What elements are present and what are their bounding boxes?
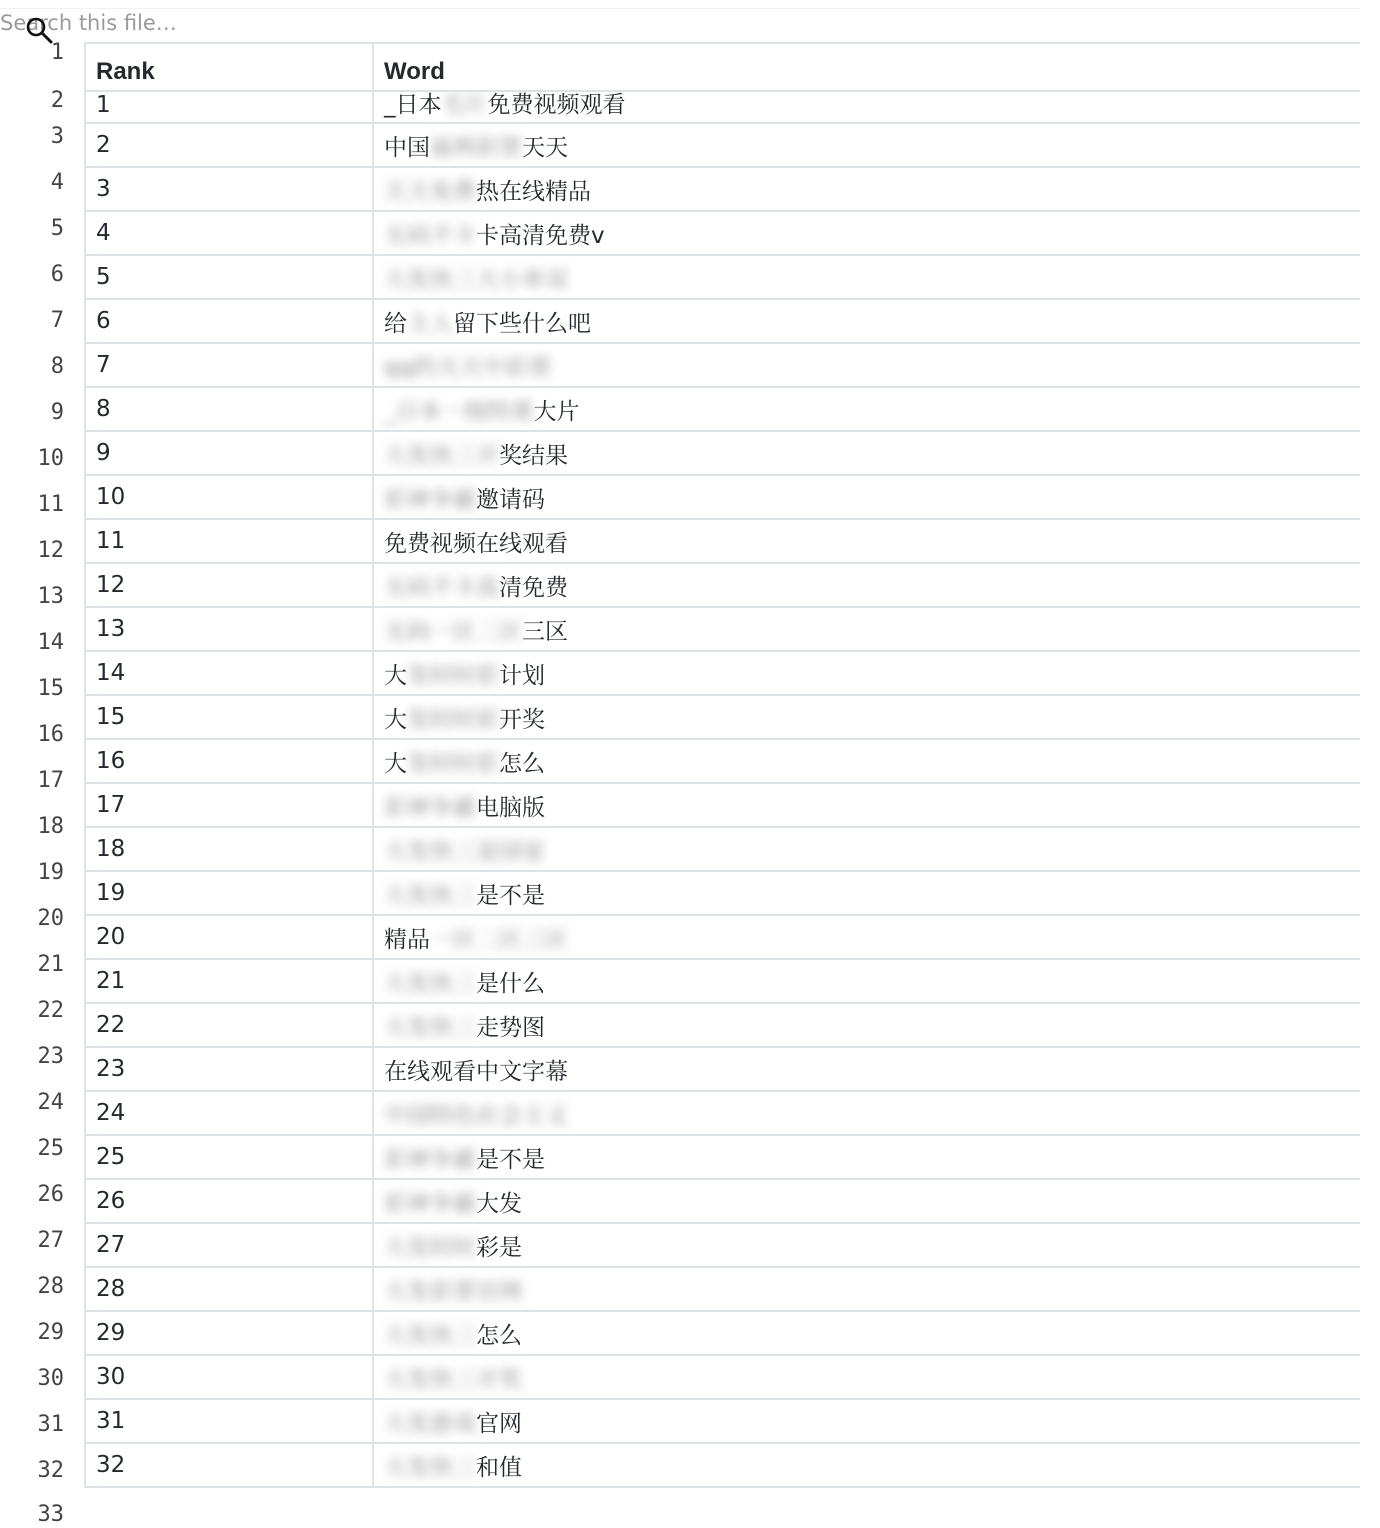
word-cell	[373, 211, 1360, 255]
word-cell	[373, 695, 1360, 739]
word-pre-text: 大	[384, 750, 407, 777]
word-pre-text: 精品	[384, 926, 430, 953]
column-header-word[interactable]: Word	[373, 43, 1360, 91]
word-blur-text: 大发快三	[384, 1454, 476, 1481]
word-cell	[373, 343, 1360, 387]
word-cell	[373, 1223, 1360, 1267]
rank-cell: 8	[85, 387, 373, 431]
line-number[interactable]: 2	[50, 88, 64, 113]
word-post-text: 和值	[476, 1454, 522, 1481]
line-number[interactable]: 32	[37, 1458, 64, 1483]
line-number[interactable]: 8	[50, 354, 64, 379]
rank-cell: 23	[85, 1047, 373, 1091]
table-row	[85, 739, 1360, 783]
word-post-text: 是不是	[476, 882, 545, 909]
table-row	[85, 1267, 1360, 1311]
word-blur-text: 无码不卡	[384, 222, 476, 249]
table-row	[85, 1311, 1360, 1355]
line-number[interactable]: 5	[50, 216, 64, 241]
search-input[interactable]	[0, 11, 600, 35]
rank-cell: 6	[85, 299, 373, 343]
word-cell	[373, 1047, 1360, 1091]
rank-cell: 18	[85, 827, 373, 871]
word-post-text: 开奖	[499, 706, 545, 733]
word-blur-text: 大发快三	[384, 882, 476, 909]
word-post-text: 怎么	[499, 750, 545, 777]
word-post-text: 走势图	[476, 1014, 545, 1041]
word-post-text: 彩是	[476, 1234, 522, 1261]
rank-cell: 3	[85, 167, 373, 211]
rank-cell: 17	[85, 783, 373, 827]
rank-cell: 10	[85, 475, 373, 519]
word-post-text: 留下些什么吧	[453, 310, 591, 337]
word-cell	[373, 1135, 1360, 1179]
word-cell	[373, 739, 1360, 783]
word-post-text: 大片	[533, 398, 580, 425]
table-row	[85, 211, 1360, 255]
word-cell	[373, 1003, 1360, 1047]
rank-cell: 13	[85, 607, 373, 651]
word-pre-text: 大	[384, 662, 407, 689]
word-blur-text: 彩神争霸	[384, 486, 476, 513]
table-row	[85, 959, 1360, 1003]
word-cell	[373, 1355, 1360, 1399]
word-pre-text: 大	[384, 706, 407, 733]
line-number[interactable]: 14	[37, 630, 64, 655]
word-blur-text: _日本一级特黄	[384, 398, 534, 425]
word-blur-text: 大发游戏	[384, 1410, 476, 1437]
word-blur-text: qq的天天中彩票	[384, 354, 552, 381]
word-cell	[373, 431, 1360, 475]
table-row	[85, 1135, 1360, 1179]
rank-cell: 16	[85, 739, 373, 783]
word-blur-text: 福利彩票	[430, 134, 522, 161]
word-blur-text: 天天免费	[384, 178, 476, 205]
word-post-text: 是不是	[476, 1146, 545, 1173]
table-row	[85, 431, 1360, 475]
word-blur-text: 中国特色社会主义	[384, 1102, 568, 1129]
line-number[interactable]: 33	[37, 1502, 64, 1527]
table-row	[85, 563, 1360, 607]
word-pre-text: _日本	[384, 92, 442, 118]
table-row	[85, 607, 1360, 651]
word-blur-text: 大发快三	[384, 1322, 476, 1349]
table-row	[85, 1443, 1360, 1487]
csv-table	[84, 42, 1360, 1488]
line-number[interactable]: 27	[37, 1228, 64, 1253]
word-blur-text: 主人	[407, 310, 453, 337]
word-blur-text: 大发时时	[384, 1234, 476, 1261]
word-blur-text: 无码不卡高	[384, 574, 499, 601]
line-number[interactable]: 20	[37, 906, 64, 931]
word-blur-text: 一区二区三区	[430, 926, 568, 953]
table-row	[85, 123, 1360, 167]
word-pre-text: 给	[384, 310, 407, 337]
line-number[interactable]: 30	[37, 1366, 64, 1391]
line-number[interactable]: 22	[37, 998, 64, 1023]
line-number[interactable]: 25	[37, 1136, 64, 1161]
line-number[interactable]: 26	[37, 1182, 64, 1207]
line-number[interactable]: 28	[37, 1274, 64, 1299]
word-post-text: 计划	[499, 662, 545, 689]
rank-cell: 1	[85, 91, 373, 123]
word-blur-text: 大发快三开	[384, 442, 499, 469]
word-blur-text: 大发快三开奖	[384, 1366, 522, 1393]
table-row	[85, 1355, 1360, 1399]
word-cell	[373, 827, 1360, 871]
word-pre-text: 中国	[384, 134, 430, 161]
word-post-text: 免费视频观看	[487, 92, 626, 118]
rank-cell: 21	[85, 959, 373, 1003]
rank-cell: 11	[85, 519, 373, 563]
line-number[interactable]: 18	[37, 814, 64, 839]
rank-cell: 19	[85, 871, 373, 915]
line-number[interactable]: 12	[37, 538, 64, 563]
line-number[interactable]: 4	[50, 170, 64, 195]
rank-cell: 5	[85, 255, 373, 299]
word-blur-text: 彩神争霸	[384, 1146, 476, 1173]
rank-cell: 32	[85, 1443, 373, 1487]
word-post-text: 是什么	[476, 970, 545, 997]
word-blur-text: 大发快三大小单双	[384, 266, 568, 293]
word-blur-text: 发时时彩	[407, 750, 499, 777]
word-post-text: 电脑版	[476, 794, 545, 821]
word-blur-text: 大发快三是国家	[384, 838, 545, 865]
word-blur-text: 大发快三	[384, 1014, 476, 1041]
word-post-text: 天天	[522, 134, 568, 161]
word-cell	[373, 783, 1360, 827]
word-cell	[373, 255, 1360, 299]
word-blur-text: 彩神争霸	[384, 794, 476, 821]
line-number[interactable]: 3	[50, 124, 64, 149]
line-number[interactable]: 19	[37, 860, 64, 885]
table-row	[85, 167, 1360, 211]
rank-cell: 25	[85, 1135, 373, 1179]
line-number[interactable]: 11	[37, 492, 64, 517]
table-row	[85, 695, 1360, 739]
rank-cell: 28	[85, 1267, 373, 1311]
rank-cell: 31	[85, 1399, 373, 1443]
word-post-text: 怎么	[476, 1322, 522, 1349]
word-post-text: 卡高清免费v	[476, 222, 605, 249]
word-cell	[373, 1443, 1360, 1487]
word-cell	[373, 519, 1360, 563]
word-pre-text: 在线观看中文字幕	[384, 1058, 568, 1085]
rank-cell: 24	[85, 1091, 373, 1135]
line-number[interactable]: 23	[37, 1044, 64, 1069]
word-cell	[373, 1091, 1360, 1135]
line-number[interactable]: 6	[50, 262, 64, 287]
word-blur-text: 彩神争霸	[384, 1190, 476, 1217]
word-post-text: 清免费	[499, 574, 568, 601]
word-post-text: 三区	[522, 618, 568, 645]
word-cell	[373, 123, 1360, 167]
table-row	[85, 299, 1360, 343]
word-post-text: 大发	[476, 1190, 522, 1217]
word-blur-text: 毛片	[441, 92, 488, 118]
rank-cell: 7	[85, 343, 373, 387]
table-row	[85, 91, 1360, 123]
table-row	[85, 475, 1360, 519]
rank-cell: 9	[85, 431, 373, 475]
rank-cell: 4	[85, 211, 373, 255]
column-header-rank[interactable]: Rank	[85, 43, 373, 91]
word-post-text: 奖结果	[499, 442, 568, 469]
word-cell	[373, 299, 1360, 343]
word-cell	[373, 915, 1360, 959]
word-blur-text: 大发彩票官网	[384, 1278, 522, 1305]
table-row	[85, 343, 1360, 387]
word-post-text: 热在线精品	[476, 178, 591, 205]
rank-cell: 22	[85, 1003, 373, 1047]
word-blur-text: 发时时彩	[407, 706, 499, 733]
rank-cell: 14	[85, 651, 373, 695]
word-cell	[373, 91, 1360, 123]
rank-cell: 15	[85, 695, 373, 739]
table-row	[85, 519, 1360, 563]
rank-cell: 29	[85, 1311, 373, 1355]
rank-cell: 2	[85, 123, 373, 167]
rank-cell: 30	[85, 1355, 373, 1399]
search-bar	[0, 8, 1360, 37]
word-cell	[373, 387, 1360, 431]
table-row	[85, 387, 1360, 431]
rank-cell: 26	[85, 1179, 373, 1223]
word-cell	[373, 167, 1360, 211]
line-number[interactable]: 21	[37, 952, 64, 977]
word-cell	[373, 651, 1360, 695]
rank-cell: 27	[85, 1223, 373, 1267]
line-number[interactable]: 15	[37, 676, 64, 701]
word-post-text: 官网	[476, 1410, 522, 1437]
table-row	[85, 1399, 1360, 1443]
table-row	[85, 1179, 1360, 1223]
word-blur-text: 无码一区二区	[384, 618, 522, 645]
table-row	[85, 255, 1360, 299]
line-number[interactable]: 16	[37, 722, 64, 747]
line-number[interactable]: 17	[37, 768, 64, 793]
word-blur-text: 发时时彩	[407, 662, 499, 689]
line-number[interactable]: 29	[37, 1320, 64, 1345]
word-pre-text: 免费视频在线观看	[384, 530, 568, 557]
table-row	[85, 827, 1360, 871]
word-cell	[373, 1267, 1360, 1311]
word-cell	[373, 607, 1360, 651]
line-number[interactable]: 31	[37, 1412, 64, 1437]
line-number[interactable]: 7	[50, 308, 64, 333]
table-row	[85, 1223, 1360, 1267]
word-cell	[373, 1399, 1360, 1443]
line-number[interactable]: 13	[37, 584, 64, 609]
table-row	[85, 1091, 1360, 1135]
table-row	[85, 783, 1360, 827]
table-row	[85, 1047, 1360, 1091]
table-row	[85, 1003, 1360, 1047]
rank-cell: 20	[85, 915, 373, 959]
word-cell	[373, 475, 1360, 519]
word-cell	[373, 871, 1360, 915]
csv-table-container	[84, 42, 1360, 1526]
table-header-row	[85, 43, 1360, 91]
table-row	[85, 915, 1360, 959]
line-number[interactable]: 10	[37, 446, 64, 471]
rank-cell: 12	[85, 563, 373, 607]
table-row	[85, 651, 1360, 695]
table-row	[85, 871, 1360, 915]
word-cell	[373, 1311, 1360, 1355]
line-number[interactable]: 1	[50, 40, 64, 65]
line-number[interactable]: 24	[37, 1090, 64, 1115]
word-cell	[373, 1179, 1360, 1223]
word-cell	[373, 563, 1360, 607]
word-post-text: 邀请码	[476, 486, 545, 513]
word-blur-text: 大发快三	[384, 970, 476, 997]
word-cell	[373, 959, 1360, 1003]
line-number[interactable]: 9	[50, 400, 64, 425]
